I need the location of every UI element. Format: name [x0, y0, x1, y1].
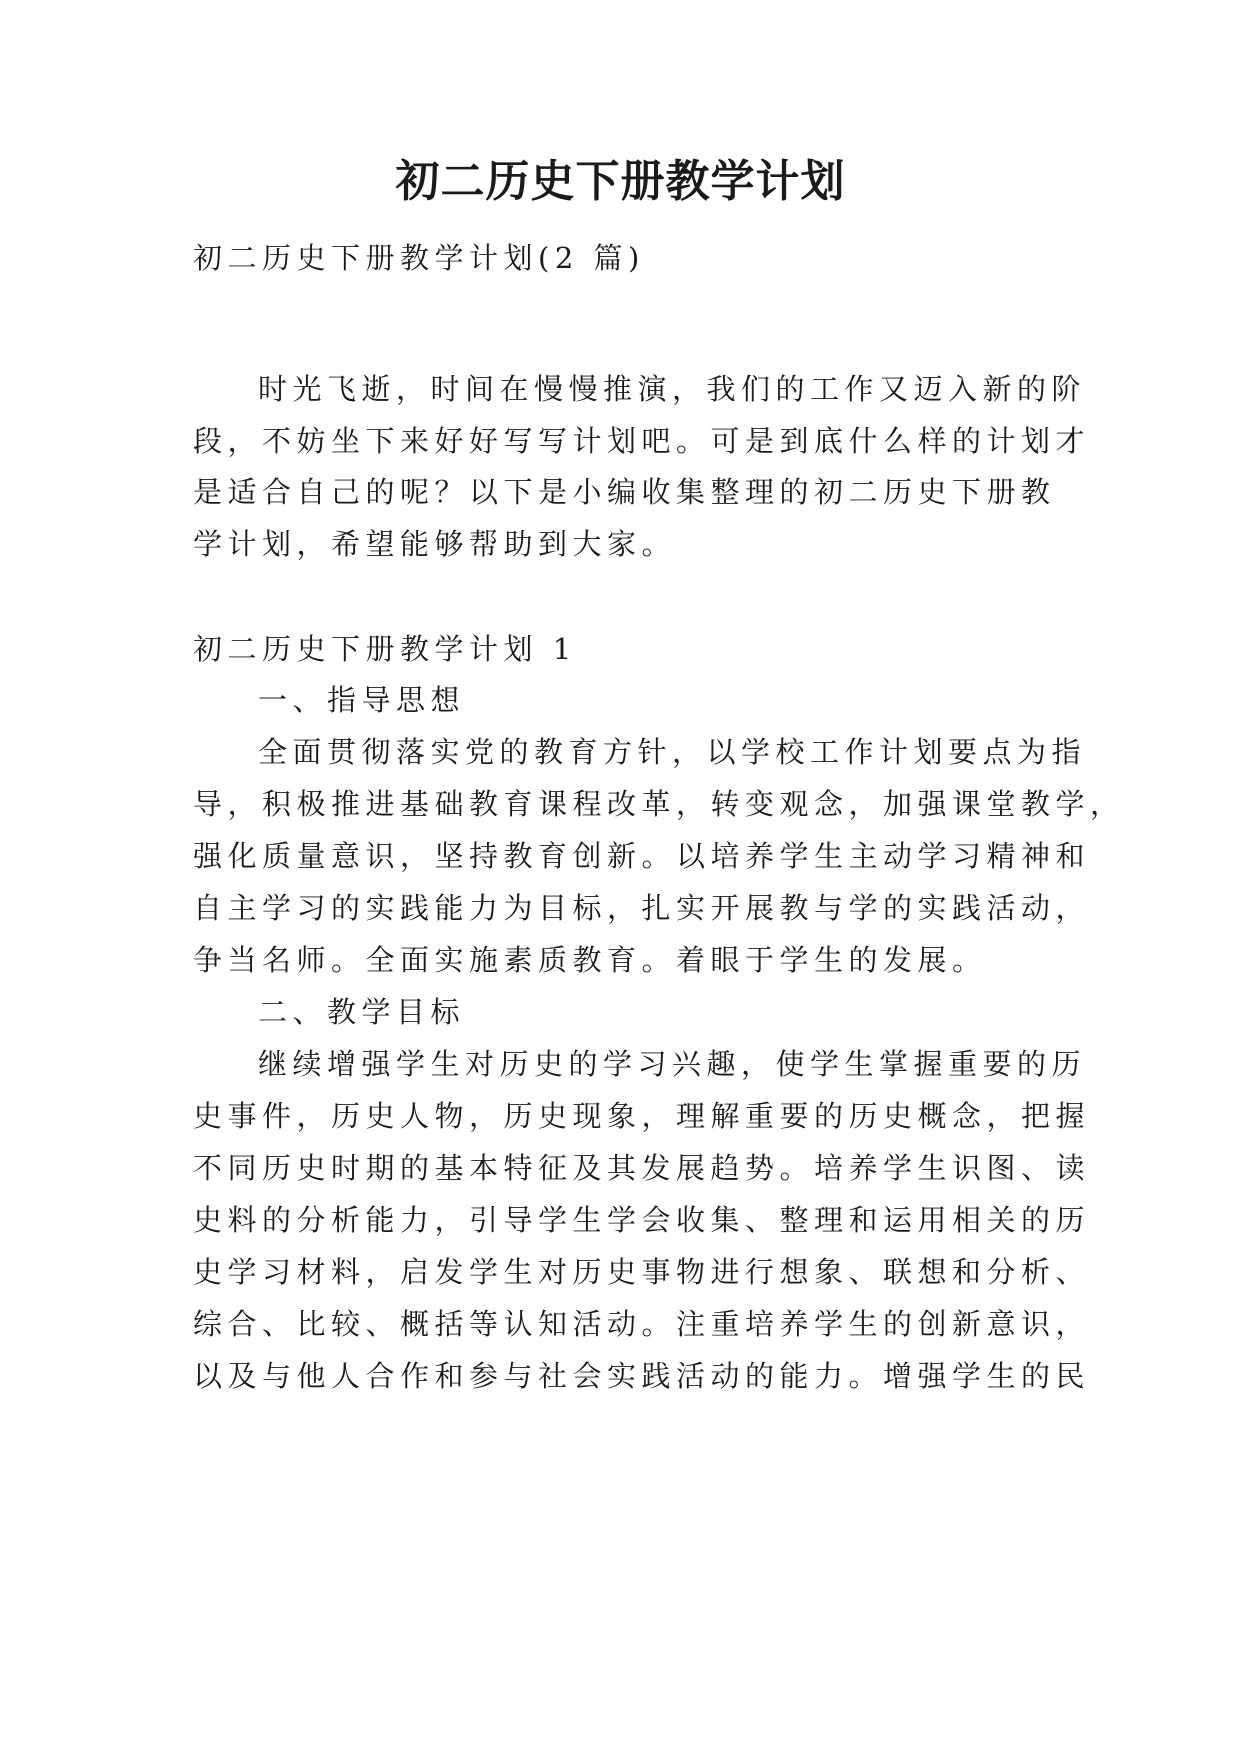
- intro-line-1: 时光飞逝，时间在慢慢推演，我们的工作又迈入新的阶: [258, 372, 1087, 406]
- section-2-line-5: 史学习材料，启发学生对历史事物进行想象、联想和分析、: [193, 1255, 1091, 1289]
- section-1-line-2: 导，积极推进基础教育课程改革，转变观念，加强课堂教学，: [193, 787, 1125, 821]
- section-2-line-3: 不同历史时期的基本特征及其发展趋势。培养学生识图、读: [193, 1151, 1091, 1185]
- section-1-line-3: 强化质量意识，坚持教育创新。以培养学生主动学习精神和: [193, 839, 1091, 873]
- section-1-line-5: 争当名师。全面实施素质教育。着眼于学生的发展。: [193, 943, 987, 977]
- section-2-line-4: 史料的分析能力，引导学生学会收集、整理和运用相关的历: [193, 1203, 1091, 1237]
- intro-line-2: 段，不妨坐下来好好写写计划吧。可是到底什么样的计划才: [193, 424, 1091, 458]
- section-2-line-2: 史事件，历史人物，历史现象，理解重要的历史概念，把握: [193, 1099, 1091, 1133]
- intro-line-3: 是适合自己的呢？以下是小编收集整理的初二历史下册教: [193, 475, 1056, 509]
- section-2-line-6: 综合、比较、概括等认知活动。注重培养学生的创新意识，: [193, 1307, 1091, 1341]
- intro-line-4: 学计划，希望能够帮助到大家。: [193, 527, 677, 561]
- section-1-line-1: 全面贯彻落实党的教育方针，以学校工作计划要点为指: [258, 735, 1087, 769]
- document-title: 初二历史下册教学计划: [395, 156, 846, 207]
- section-1-line-4: 自主学习的实践能力为目标，扎实开展教与学的实践活动，: [193, 891, 1091, 925]
- document-subtitle: 初二历史下册教学计划(2 篇): [193, 241, 645, 275]
- plan-1-heading: 初二历史下册教学计划 1: [193, 632, 577, 666]
- section-2-line-1: 继续增强学生对历史的学习兴趣，使学生掌握重要的历: [258, 1047, 1087, 1081]
- section-2-heading: 二、教学目标: [258, 995, 466, 1029]
- section-2-line-7: 以及与他人合作和参与社会实践活动的能力。增强学生的民: [193, 1359, 1091, 1393]
- section-1-heading: 一、指导思想: [258, 683, 466, 717]
